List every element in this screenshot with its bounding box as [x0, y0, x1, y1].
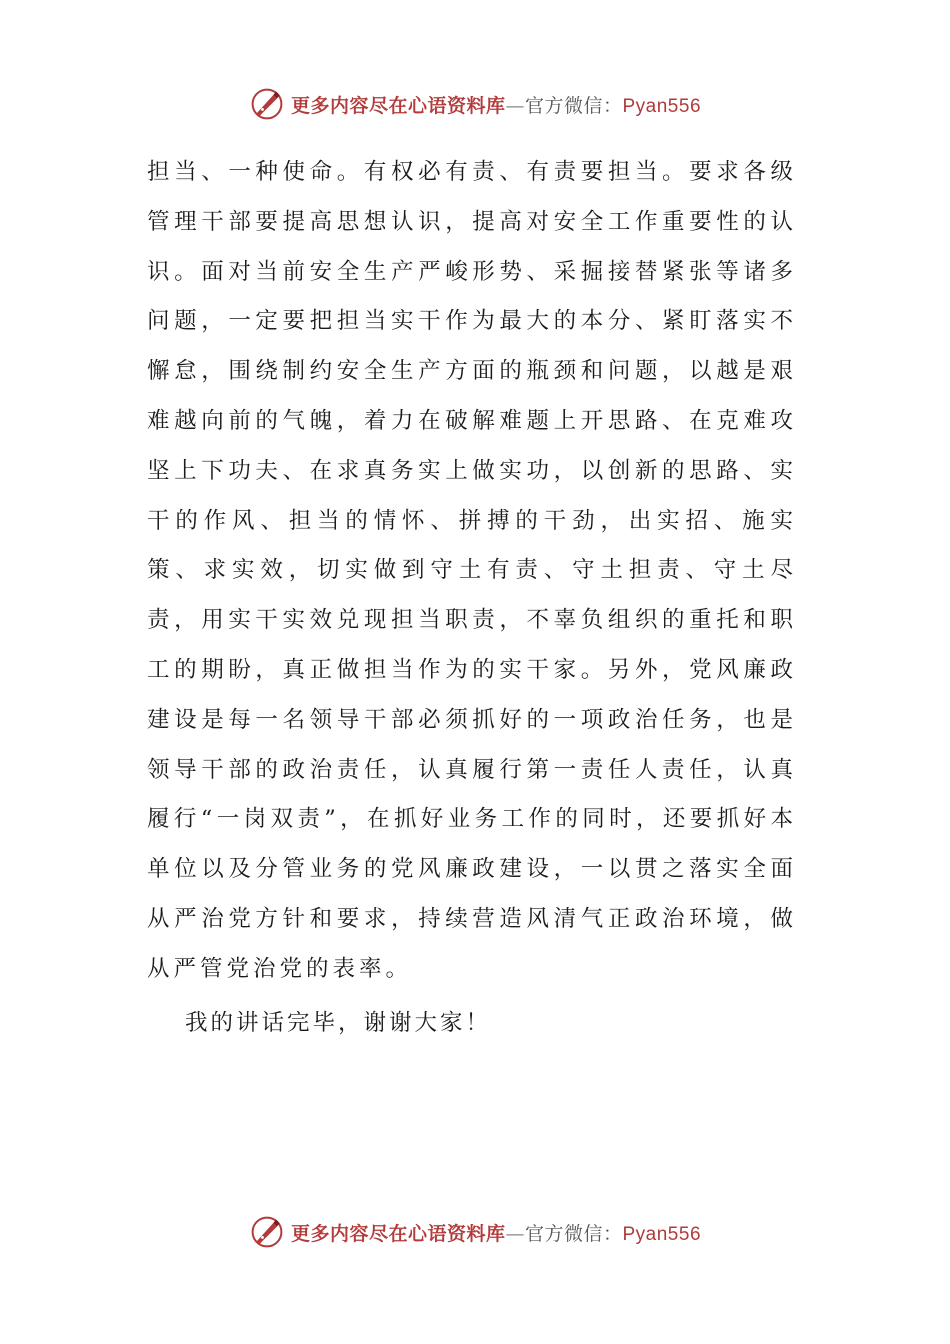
document-body: [147, 148, 797, 1048]
pen-nib-circle-icon: [249, 1214, 285, 1250]
watermark-dash: —: [505, 1222, 525, 1245]
footer-watermark: [0, 1212, 950, 1252]
watermark-account: Pyan556: [622, 95, 702, 117]
closing-line: 我的讲话完毕，谢谢大家！: [185, 1009, 492, 1036]
watermark-text: [291, 1219, 701, 1246]
pen-nib-circle-icon: [249, 86, 285, 122]
watermark-text: [291, 91, 701, 118]
watermark-brand: 更多内容尽在心语资料库: [290, 94, 506, 117]
watermark-account: Pyan556: [622, 1223, 702, 1245]
header-watermark: [0, 84, 950, 124]
body-paragraph: 担当、一种使命。有权必有责、有责要担当。要求各级管理干部要提高思想认识，提高对安全工作重要性的认识。面对当前安全生产严峻形势、采掘接替紧张等诸多问题，一定要把担当实干作为最大的本分、紧盯落实不懈怠，围绕制约安全生产方面的瓶颈和问题，以越是艰难越向前的气魄，着力在破解难题上开思路、在克难攻坚上下功夫、在求真务实上做实功，以创新的思路、实干的作风、担当的情怀、拼搏的干劲，出实招、施实策、求实效，切实做到守土有责、守土担责、守土尽责，用实干实效兑现担当职责，不辜负组织的重托和职工的期盼，真正做担当作为的实干家。另外，党风廉政建设是每一名领导干部必须抓好的一项政治任务，也是领导干部的政治责任，认真履行第一责任人责任，认真履行“一岗双责”，在抓好业务工作的同时，还要抓好本单位以及分管业务的党风廉政建设，一以贯之落实全面从严治党方针和要求，持续营造风清气正政治环境，做从严管党治党的表率。: [147, 159, 797, 982]
watermark-dash: —: [505, 94, 525, 117]
watermark-label: 官方微信：: [524, 1222, 623, 1245]
watermark-label: 官方微信：: [524, 94, 623, 117]
watermark-brand: 更多内容尽在心语资料库: [290, 1222, 506, 1245]
